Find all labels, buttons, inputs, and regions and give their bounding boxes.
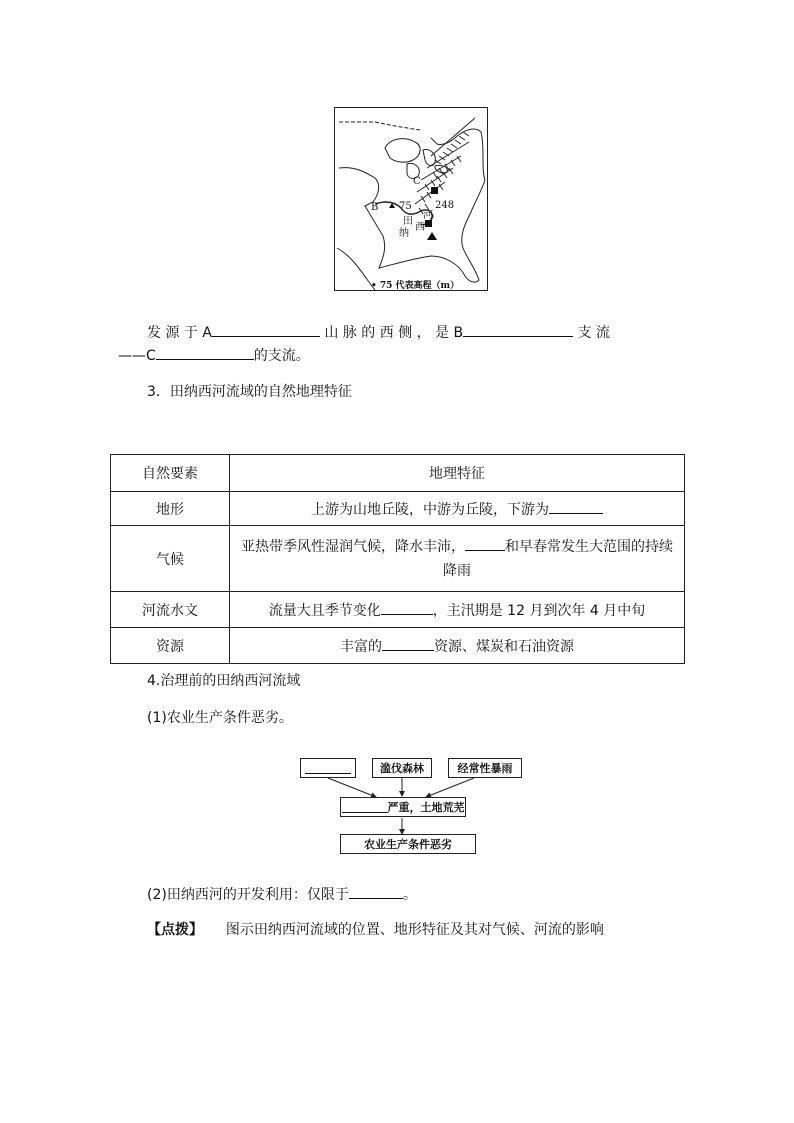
table-row (111, 526, 685, 592)
map-label-248: 248 (435, 200, 455, 211)
table-cell-element: 河流水文 (111, 592, 230, 628)
table-row (111, 628, 685, 664)
map-label-xi: 西 (415, 222, 425, 233)
section4-sub2-end: 。 (402, 887, 417, 903)
map-label-75: 75 (399, 201, 412, 212)
answer-blank-flow[interactable] (305, 763, 351, 774)
map-label-na: 纳 (399, 228, 409, 239)
section4-sub1: (1)农业生产条件恶劣。 (147, 710, 293, 726)
answer-blank-a[interactable] (212, 322, 320, 337)
table-text: 和早春常发生大范围的持续 (505, 538, 673, 555)
table-header-row (111, 455, 685, 492)
flow-box-result: 农业生产条件恶劣 (340, 834, 476, 854)
section4-sub2-text: (2)田纳西河的开发利用：仅限于 (147, 887, 349, 903)
q2-line2 (118, 345, 310, 365)
answer-blank-climate[interactable] (465, 536, 505, 551)
table-cell-feature (230, 592, 685, 628)
q2-line2-b: 的支流。 (253, 348, 310, 364)
answer-blank-hydrology[interactable] (381, 600, 433, 615)
q2-line1-a: 发 源 于 A (147, 325, 212, 341)
q2-line1 (147, 322, 610, 342)
answer-blank-usage[interactable] (349, 884, 403, 899)
table-header-element: 自然要素 (111, 455, 230, 492)
answer-blank-b[interactable] (463, 322, 573, 337)
river-basin-map (335, 108, 487, 290)
table-cell-feature (230, 526, 685, 592)
flow-box-blank (300, 758, 356, 778)
section4-title: 4.治理前的田纳西河流域 (147, 673, 301, 689)
tip-text: 图示田纳西河流域的位置、地形特征及其对气候、河流的影响 (225, 922, 604, 938)
q2-line2-a: ——C (118, 348, 156, 364)
answer-blank-resource[interactable] (382, 636, 434, 651)
table-text: 丰富的 (340, 638, 382, 655)
table-text: ，主汛期是 12 月到次年 4 月中旬 (432, 602, 646, 619)
flow-box-erosion (340, 797, 466, 817)
table-text: 资源、煤炭和石油资源 (434, 638, 574, 655)
feature-table (110, 454, 685, 664)
flow-box-rainstorm: 经常性暴雨 (448, 758, 522, 778)
table-cell-feature (230, 628, 685, 664)
q2-line1-b: 山 脉 的 西 侧 ， 是 B (319, 325, 464, 341)
section4-sub2 (147, 884, 417, 904)
table-text: 降雨 (443, 562, 471, 579)
q2-line1-c: 支 流 (573, 325, 611, 341)
map-label-c: C (413, 176, 421, 187)
map-caption: • 75 代表高程（m） (371, 281, 460, 291)
map-label-tian: 田 (403, 216, 413, 227)
table-header-feature: 地理特征 (230, 455, 685, 492)
table-cell-feature (230, 492, 685, 526)
flow-box-deforestation: 滥伐森林 (372, 758, 432, 778)
answer-blank-c[interactable] (156, 345, 254, 360)
table-row (111, 592, 685, 628)
tip-line (147, 921, 604, 939)
table-text: 上游为山地丘陵，中游为丘陵，下游为 (311, 501, 549, 518)
table-text: 流量大且季节变化 (268, 602, 381, 619)
answer-blank-erosion[interactable] (342, 802, 388, 813)
answer-blank-terrain[interactable] (549, 499, 603, 514)
map-label-he: 河 (423, 210, 433, 221)
table-cell-element: 气候 (111, 526, 230, 592)
tip-tag: 【点拨】 (147, 922, 203, 938)
table-cell-element: 地形 (111, 492, 230, 526)
section3-title: 3．田纳西河流域的自然地理特征 (147, 384, 352, 400)
table-row (111, 492, 685, 526)
map-figure (334, 107, 488, 291)
map-label-b: B (371, 202, 379, 213)
flow-box-erosion-text: 严重，土地荒芜 (387, 801, 465, 814)
table-text: 亚热带季风性湿润气候，降水丰沛， (241, 538, 465, 555)
table-cell-element: 资源 (111, 628, 230, 664)
